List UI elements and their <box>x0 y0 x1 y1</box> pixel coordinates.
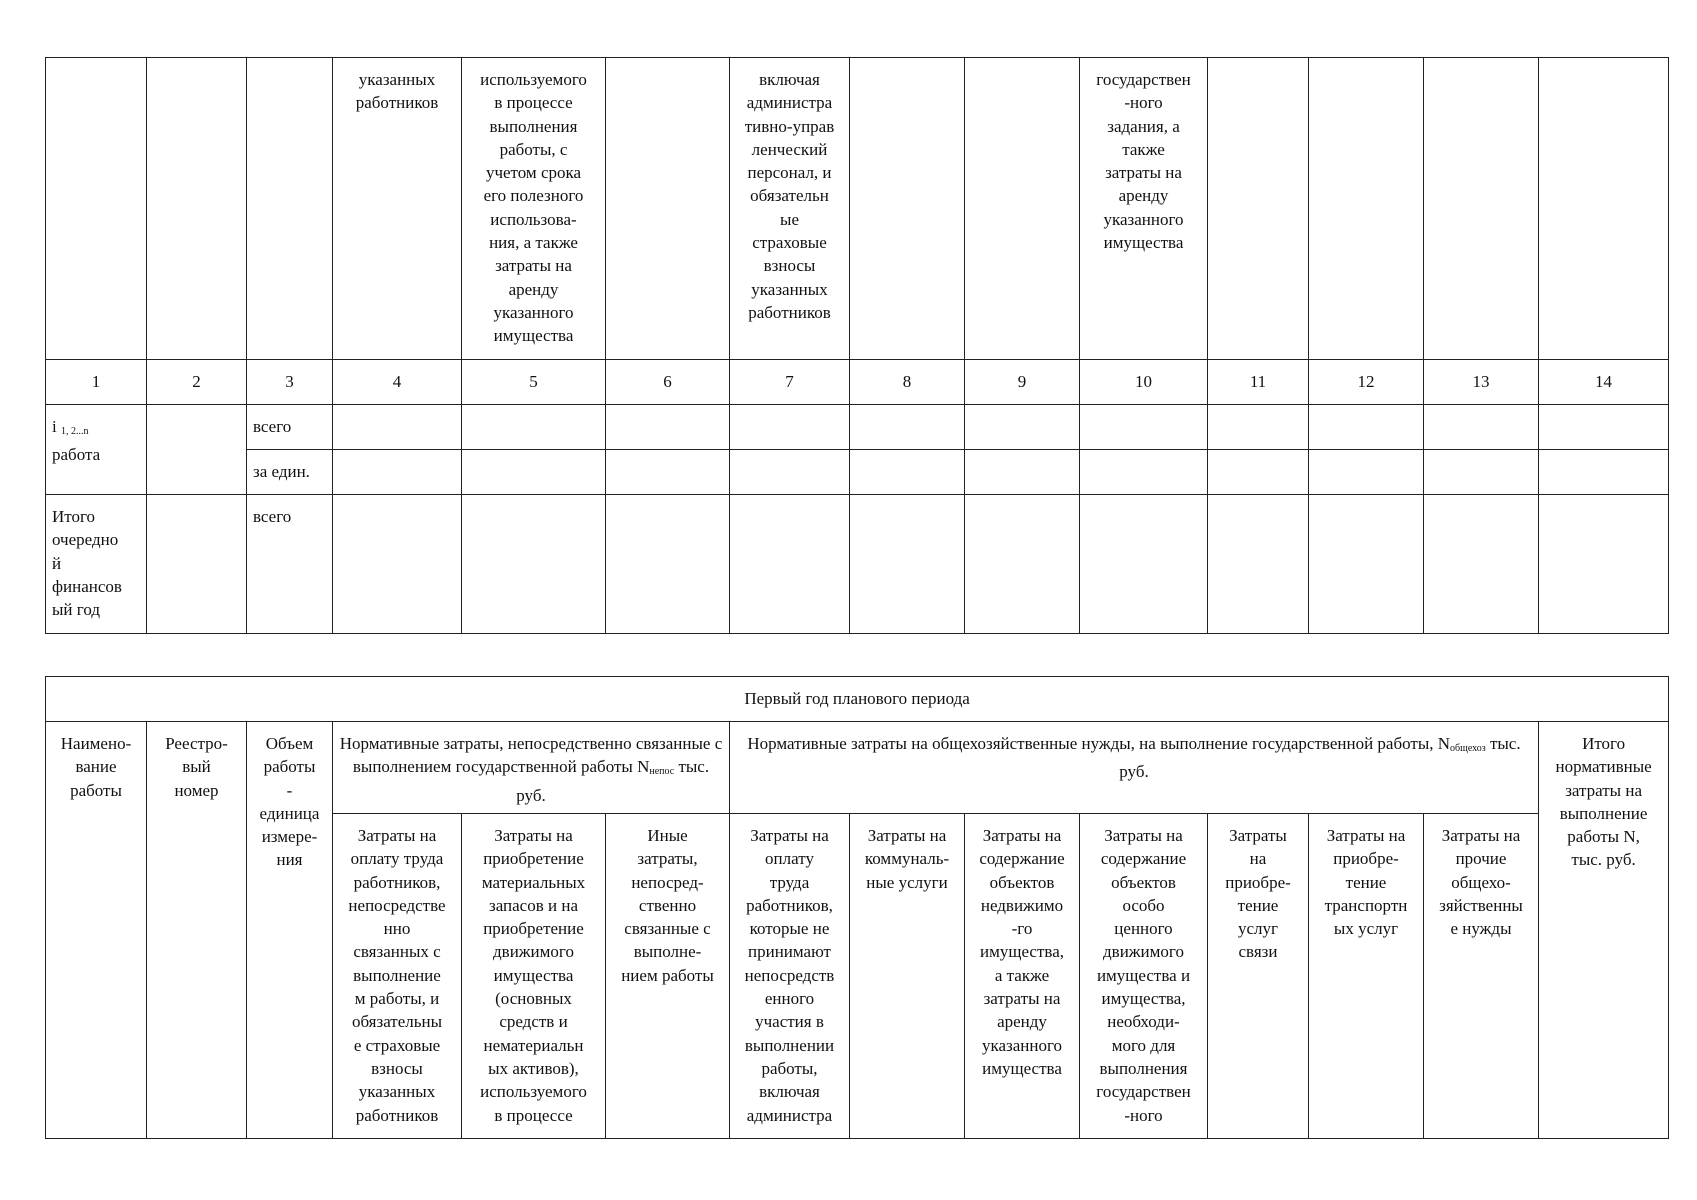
value-cell <box>1208 405 1309 450</box>
subheader-cell: Затраты на содержание объектов недвижимо -го имущества, а также затраты на аренду указанного имущества <box>965 814 1080 1139</box>
work-name-cell <box>46 405 147 495</box>
column-number: 14 <box>1539 360 1669 405</box>
table-title: Первый год планового периода <box>46 677 1669 722</box>
value-cell <box>1309 495 1424 634</box>
column-number: 2 <box>147 360 247 405</box>
total-year-name: Итого очередно й финансов ый год <box>46 495 147 634</box>
header-cell <box>1539 58 1669 360</box>
value-cell <box>730 495 850 634</box>
column-number: 9 <box>965 360 1080 405</box>
column-number: 8 <box>850 360 965 405</box>
value-cell <box>850 450 965 495</box>
header-cell <box>1424 58 1539 360</box>
value-cell <box>1424 450 1539 495</box>
work-index: i <box>52 417 57 436</box>
header-cell: включая администра тивно-управ ленческий персонал, и обязательн ые страховые взносы указанных работников <box>730 58 850 360</box>
header-cell: государствен -ного задания, а также затраты на аренду указанного имущества <box>1080 58 1208 360</box>
value-cell <box>1309 450 1424 495</box>
costs-table-continuation <box>45 57 1669 634</box>
total-year-row <box>46 495 1669 634</box>
subheader-cell: Затраты на приобре- тение транспортн ых услуг <box>1309 814 1424 1139</box>
column-number: 6 <box>606 360 730 405</box>
header-volume: Объем работы - единица измере- ния <box>247 722 333 1139</box>
column-number: 3 <box>247 360 333 405</box>
column-number: 10 <box>1080 360 1208 405</box>
value-cell <box>1208 450 1309 495</box>
column-number: 13 <box>1424 360 1539 405</box>
value-cell <box>1539 450 1669 495</box>
subheader-cell: Затраты на оплату труда работников, непосредстве нно связанных с выполнение м работы, и обязательны е страховые взносы указанных работников <box>333 814 462 1139</box>
subheader-cell: Затраты на приобре- тение услуг связи <box>1208 814 1309 1139</box>
first-planning-year-table <box>45 676 1669 1139</box>
value-cell <box>1424 405 1539 450</box>
header-total: Итого нормативные затраты на выполнение работы N, тыс. руб. <box>1539 722 1669 1139</box>
value-cell <box>850 405 965 450</box>
value-cell <box>1080 450 1208 495</box>
header-cell <box>247 58 333 360</box>
value-cell <box>1208 495 1309 634</box>
value-cell <box>462 495 606 634</box>
value-cell <box>333 450 462 495</box>
header-cell <box>1309 58 1424 360</box>
value-cell <box>333 405 462 450</box>
work-row-unit <box>46 450 1669 495</box>
column-number: 11 <box>1208 360 1309 405</box>
value-cell <box>730 405 850 450</box>
subheader-cell: Затраты на оплату труда работников, которые не принимают непосредств енного участия в выполнении работы, включая администра <box>730 814 850 1139</box>
value-cell <box>730 450 850 495</box>
column-number-row <box>46 360 1669 405</box>
column-number: 7 <box>730 360 850 405</box>
header-registry: Реестро- вый номер <box>147 722 247 1139</box>
unit-label: за един. <box>247 450 333 495</box>
subheader-cell: Затраты на приобретение материальных запасов и на приобретение движимого имущества (основных средств и нематериальн ых активов), используемого в процессе <box>462 814 606 1139</box>
value-cell <box>1539 405 1669 450</box>
header-general-costs: Нормативные затраты на общехозяйственные нужды, на выполнение государственной работы, $N_{общехоз}$ тыс. руб. <box>730 722 1539 814</box>
work-row-total <box>46 405 1669 450</box>
value-cell <box>606 495 730 634</box>
value-cell <box>1309 405 1424 450</box>
header-cell <box>147 58 247 360</box>
subheader-cell: Затраты на коммуналь- ные услуги <box>850 814 965 1139</box>
header-cell <box>965 58 1080 360</box>
column-number: 5 <box>462 360 606 405</box>
header-direct-costs: Нормативные затраты, непосредственно связанные с выполнением государственной работы $N_{непос}$ тыс. руб. <box>333 722 730 814</box>
group-header-row <box>46 722 1669 814</box>
header-name: Наимено- вание работы <box>46 722 147 1139</box>
value-cell <box>1080 405 1208 450</box>
value-cell <box>1080 495 1208 634</box>
value-cell <box>1539 495 1669 634</box>
column-number: 12 <box>1309 360 1424 405</box>
registry-cell <box>147 405 247 495</box>
column-number: 4 <box>333 360 462 405</box>
registry-cell <box>147 495 247 634</box>
value-cell <box>606 450 730 495</box>
value-cell <box>606 405 730 450</box>
header-cell <box>46 58 147 360</box>
subheader-cell: Затраты на содержание объектов особо ценного движимого имущества и имущества, необходи- мого для выполнения государствен -ного <box>1080 814 1208 1139</box>
table-title-row <box>46 677 1669 722</box>
subheader-cell: Затраты на прочие общехо- зяйственны е нужды <box>1424 814 1539 1139</box>
continuation-header-row <box>46 58 1669 360</box>
value-cell <box>850 495 965 634</box>
column-number: 1 <box>46 360 147 405</box>
header-cell: используемого в процессе выполнения работы, с учетом срока его полезного использова- ния, а также затраты на аренду указанного имущества <box>462 58 606 360</box>
total-label: всего <box>247 405 333 450</box>
value-cell <box>333 495 462 634</box>
value-cell <box>965 405 1080 450</box>
value-cell <box>965 495 1080 634</box>
work-name: работа <box>52 445 101 465</box>
total-year-label: всего <box>247 495 333 634</box>
header-cell <box>606 58 730 360</box>
value-cell <box>462 405 606 450</box>
work-index-range: 1, 2...n <box>60 426 89 437</box>
subheader-cell: Иные затраты, непосред- ственно связанные с выполне- нием работы <box>606 814 730 1139</box>
header-cell <box>850 58 965 360</box>
value-cell <box>1424 495 1539 634</box>
header-cell: указанных работников <box>333 58 462 360</box>
header-cell <box>1208 58 1309 360</box>
value-cell <box>965 450 1080 495</box>
value-cell <box>462 450 606 495</box>
